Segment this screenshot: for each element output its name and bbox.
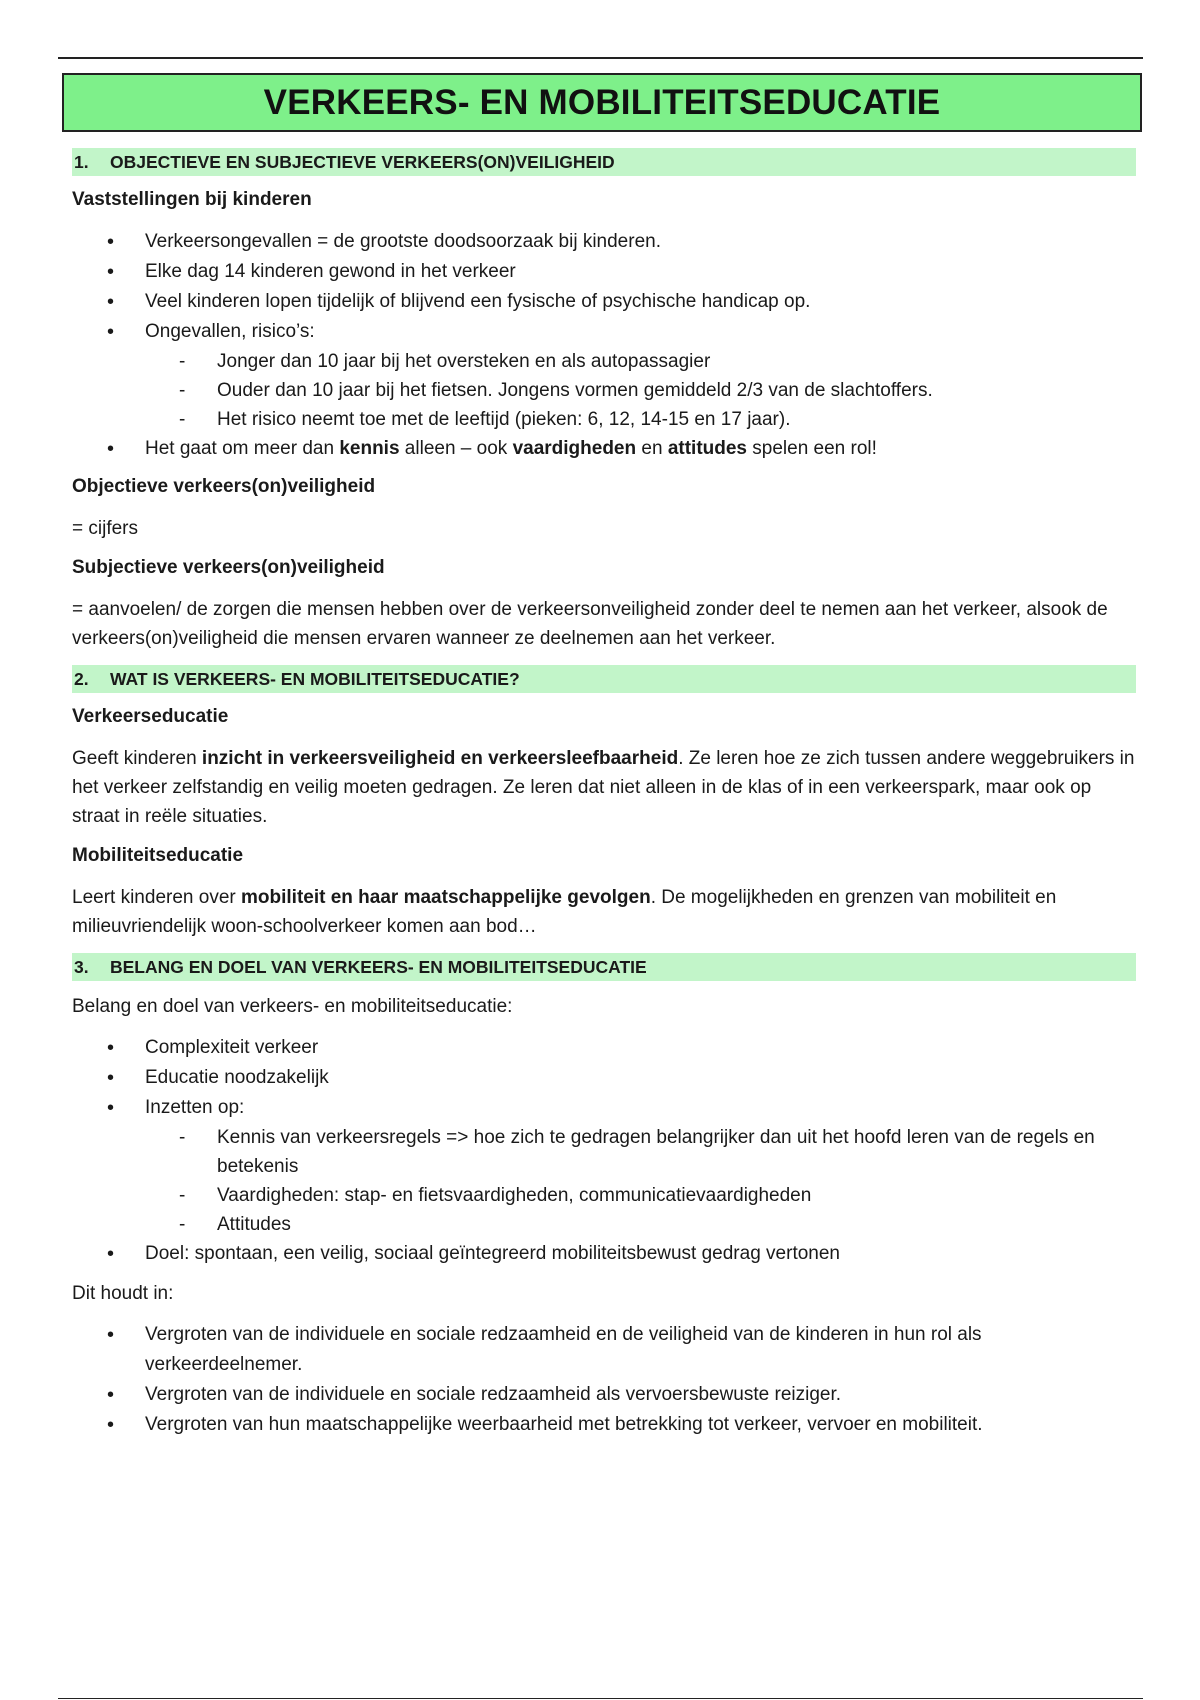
subheading-verkeerseducatie: Verkeerseducatie [72, 706, 229, 727]
text-run: Het gaat om meer dan [145, 438, 340, 459]
list-item [72, 434, 1136, 464]
document-body [72, 148, 1136, 1450]
list-item: • Vergroten van de individuele en sociale redzaamheid en de veiligheid van de kinderen in hun rol als verkeerdeelnemer. [72, 1320, 1136, 1380]
dash-item: - Attitudes [144, 1210, 1136, 1239]
text-run: Geeft kinderen [72, 748, 202, 769]
list-item: • Elke dag 14 kinderen gewond in het verkeer [72, 257, 1136, 287]
text-run: en [636, 438, 668, 459]
paragraph-intro: Belang en doel van verkeers- en mobiliteitseducatie: [72, 996, 513, 1017]
dash-item: - Jonger dan 10 jaar bij het oversteken en als autopassagier [144, 347, 1136, 376]
bold-run: mobiliteit en haar maatschappelijke gevolgen [241, 887, 651, 908]
list-item: • Educatie noodzakelijk [72, 1063, 1136, 1093]
bullet-list [72, 1320, 1136, 1440]
bold-run: kennis [339, 438, 400, 459]
paragraph-verkeerseducatie [72, 744, 1136, 831]
list-item [72, 317, 1136, 434]
text-run: alleen – ook [399, 438, 513, 459]
bottom-rule [58, 1698, 1143, 1699]
section-number: 2. [74, 668, 89, 689]
list-item: • Doel: spontaan, een veilig, sociaal geïntegreerd mobiliteitsbewust gedrag vertonen [72, 1239, 1136, 1269]
section-1-heading [72, 148, 1136, 176]
list-item: • Veel kinderen lopen tijdelijk of blijvend een fysische of psychische handicap op. [72, 287, 1136, 317]
bold-run: inzicht in verkeersveiligheid en verkeersleefbaarheid [201, 748, 679, 769]
bold-run: vaardigheden [512, 438, 637, 459]
dash-list [145, 1123, 1136, 1239]
section-title: OBJECTIEVE EN SUBJECTIEVE VERKEERS(ON)VEILIGHEID [110, 151, 615, 172]
section-title: WAT IS VERKEERS- EN MOBILITEITSEDUCATIE? [110, 668, 520, 689]
definition-subjectief: = aanvoelen/ de zorgen die mensen hebben over de verkeersonveiligheid zonder deel te nemen aan het verkeer, alsook de verkeers(on)veiligheid die mensen ervaren wanneer ze deelnemen aan het verkeer. [72, 599, 1108, 649]
paragraph-houdt-in: Dit houdt in: [72, 1283, 174, 1304]
list-item: • Vergroten van de individuele en sociale redzaamheid als vervoersbewuste reiziger. [72, 1380, 1136, 1410]
list-item-text: Inzetten op: [145, 1097, 245, 1118]
section-2-heading [72, 665, 1136, 693]
dash-item: - Ouder dan 10 jaar bij het fietsen. Jongens vormen gemiddeld 2/3 van de slachtoffers. [144, 376, 1136, 405]
dash-item: - Kennis van verkeersregels => hoe zich te gedragen belangrijker dan uit het hoofd leren van de regels en betekenis [144, 1123, 1136, 1181]
subheading-vaststellingen: Vaststellingen bij kinderen [72, 189, 312, 210]
subheading-subjectief: Subjectieve verkeers(on)veiligheid [72, 557, 385, 578]
section-3-heading [72, 953, 1136, 981]
list-item [72, 1093, 1136, 1239]
subheading-mobiliteitseducatie: Mobiliteitseducatie [72, 845, 244, 866]
paragraph-mobiliteitseducatie [72, 883, 1136, 941]
title-box [62, 73, 1142, 132]
dash-item: - Vaardigheden: stap- en fietsvaardigheden, communicatievaardigheden [144, 1181, 1136, 1210]
section-number: 3. [74, 956, 89, 977]
definition-objectief: = cijfers [72, 518, 138, 539]
list-item: • Verkeersongevallen = de grootste doodsoorzaak bij kinderen. [72, 227, 1136, 257]
text-run: . De mogelijkheden en grenzen van mobiliteit en milieuvriendelijk woon-schoolverkeer komen aan bod… [72, 887, 1057, 937]
section-title: BELANG EN DOEL VAN VERKEERS- EN MOBILITEITSEDUCATIE [110, 956, 647, 977]
bullet-list [72, 227, 1136, 464]
dash-list [145, 347, 1136, 434]
text-run: spelen een rol! [747, 438, 877, 459]
text-run: . Ze leren hoe ze zich tussen andere weggebruikers in het verkeer zelfstandig en veilig moeten gedragen. Ze leren dat niet alleen in de klas of in een verkeerspark, maar ook op straat in reële situaties. [72, 748, 1135, 827]
subheading-objectief: Objectieve verkeers(on)veiligheid [72, 476, 376, 497]
list-item-text: Ongevallen, risico’s: [145, 321, 315, 342]
list-item: • Complexiteit verkeer [72, 1033, 1136, 1063]
top-rule [58, 57, 1143, 59]
text-run: Leert kinderen over [72, 887, 241, 908]
bullet-list [72, 1033, 1136, 1269]
page-title: VERKEERS- EN MOBILITEITSEDUCATIE [263, 82, 941, 122]
list-item: • Vergroten van hun maatschappelijke weerbaarheid met betrekking tot verkeer, vervoer en mobiliteit. [72, 1410, 1136, 1440]
dash-item: - Het risico neemt toe met de leeftijd (pieken: 6, 12, 14-15 en 17 jaar). [144, 405, 1136, 434]
bold-run: attitudes [667, 438, 747, 459]
section-number: 1. [74, 151, 89, 172]
